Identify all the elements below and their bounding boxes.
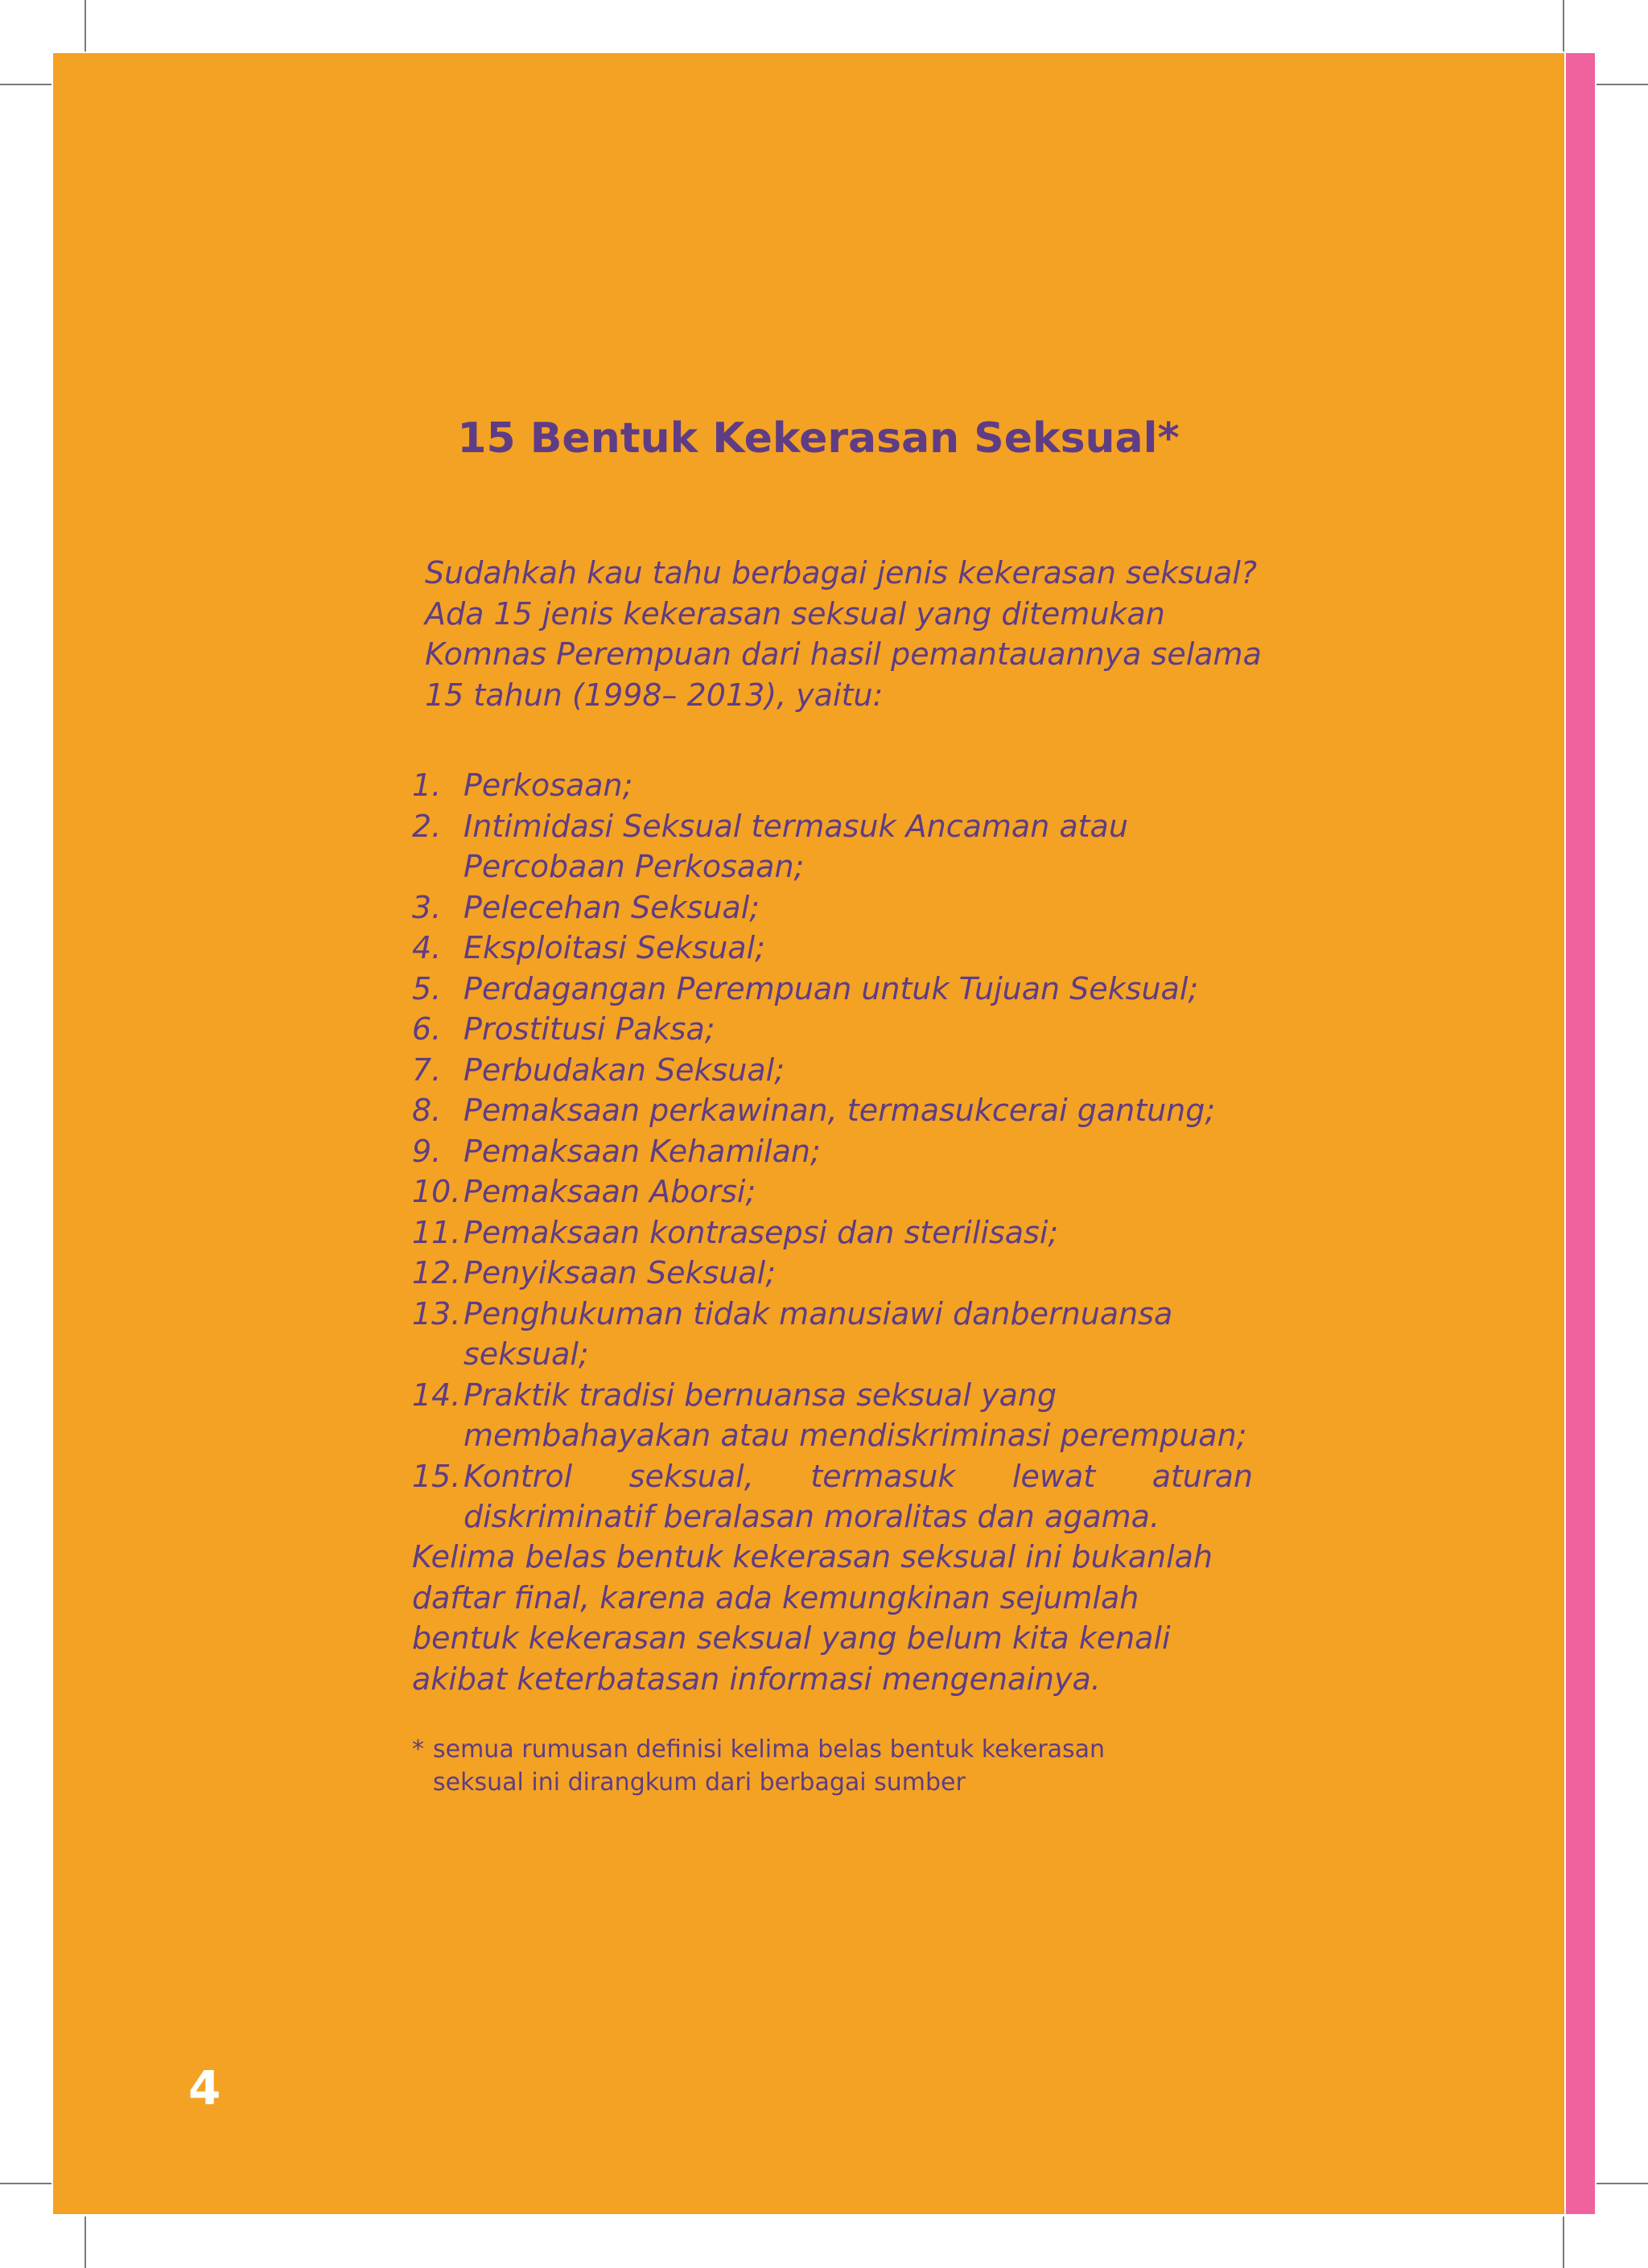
crop-mark bbox=[84, 0, 86, 51]
list-item bbox=[412, 1253, 1253, 1294]
footnote-text: semua rumusan definisi kelima belas bentuk kekerasan seksual ini dirangkum dari berbagai sumber bbox=[433, 1735, 1106, 1797]
list-item-text: Perkosaan; bbox=[464, 768, 633, 803]
crop-mark bbox=[0, 2183, 52, 2184]
list-item-number: 10. bbox=[412, 1174, 461, 1209]
list-item-text: Pelecehan Seksual; bbox=[464, 889, 760, 925]
list-item bbox=[412, 806, 1253, 887]
list-item-number: 2. bbox=[412, 808, 442, 844]
list-item-text: Eksploitasi Seksual; bbox=[464, 930, 765, 965]
accent-strip bbox=[1566, 53, 1595, 2214]
list-item-number: 1. bbox=[412, 768, 442, 803]
list-item-text: Pemaksaan Aborsi; bbox=[464, 1174, 756, 1209]
page-title: 15 Bentuk Kekerasan Seksual* bbox=[457, 414, 1180, 463]
list-item bbox=[412, 1171, 1253, 1212]
list-item-text: Pemaksaan kontrasepsi dan sterilisasi; bbox=[464, 1214, 1059, 1250]
list-item-text: Pemaksaan perkawinan, termasukcerai gantung; bbox=[464, 1093, 1216, 1128]
list-item-number: 3. bbox=[412, 889, 442, 925]
crop-mark bbox=[84, 2217, 86, 2268]
list-item bbox=[412, 1131, 1253, 1172]
list-item-number: 8. bbox=[412, 1093, 442, 1128]
list-item bbox=[412, 1050, 1253, 1091]
list-item-number: 11. bbox=[412, 1214, 461, 1250]
crop-mark bbox=[1596, 2183, 1648, 2184]
list-item bbox=[412, 1294, 1253, 1375]
list-item-text: Perbudakan Seksual; bbox=[464, 1052, 785, 1088]
list-item-text: Pemaksaan Kehamilan; bbox=[464, 1133, 821, 1169]
list-item-text: Perdagangan Perempuan untuk Tujuan Seksual; bbox=[464, 970, 1199, 1006]
list-item-text: Praktik tradisi bernuansa seksual yang membahayakan atau mendiskriminasi perempuan; bbox=[464, 1377, 1247, 1453]
list-item-number: 15. bbox=[412, 1458, 461, 1494]
closing-paragraph: Kelima belas bentuk kekerasan seksual ini bukanlah daftar final, karena ada kemungkinan sejumlah bentuk kekerasan seksual yang belum kita kenali akibat keterbatasan informasi mengenainya. bbox=[412, 1539, 1213, 1697]
footnote bbox=[412, 1733, 1136, 1799]
list-item-text: Penghukuman tidak manusiawi danbernuansa seksual; bbox=[464, 1295, 1173, 1372]
list-item-text: Prostitusi Paksa; bbox=[464, 1011, 715, 1047]
list-item-number: 12. bbox=[412, 1255, 461, 1290]
footnote-marker: * bbox=[412, 1735, 424, 1764]
list-item-text: Kontrol seksual, termasuk lewat aturan diskriminatif beralasan moralitas dan agama. bbox=[464, 1458, 1253, 1534]
list-item-number: 13. bbox=[412, 1295, 461, 1332]
list-item bbox=[412, 928, 1253, 969]
list-item-number: 7. bbox=[412, 1052, 442, 1088]
crop-mark bbox=[1596, 84, 1648, 85]
list-item-number: 14. bbox=[412, 1377, 461, 1413]
page-number: 4 bbox=[188, 2060, 221, 2115]
crop-mark bbox=[0, 84, 52, 85]
list-item bbox=[412, 1456, 1253, 1537]
forms-list bbox=[412, 765, 1253, 1537]
list-item bbox=[412, 1009, 1253, 1050]
list-item bbox=[412, 887, 1253, 928]
list-item bbox=[412, 1375, 1253, 1456]
list-item-number: 4. bbox=[412, 930, 442, 965]
crop-mark bbox=[1563, 0, 1564, 51]
list-item-number: 9. bbox=[412, 1133, 442, 1169]
list-item-number: 5. bbox=[412, 970, 442, 1006]
intro-paragraph: Sudahkah kau tahu berbagai jenis kekerasan seksual? Ada 15 jenis kekerasan seksual yang ditemukan Komnas Perempuan dari hasil pemantauannya selama 15 tahun (1998– 2013), yaitu: bbox=[425, 555, 1262, 713]
crop-mark bbox=[1563, 2217, 1564, 2268]
list-item bbox=[412, 1212, 1253, 1253]
list-item-text: Penyiksaan Seksual; bbox=[464, 1255, 776, 1290]
list-item bbox=[412, 1090, 1253, 1131]
list-item bbox=[412, 765, 1253, 806]
list-item bbox=[412, 969, 1253, 1010]
list-item-text: Intimidasi Seksual termasuk Ancaman atau Percobaan Perkosaan; bbox=[464, 808, 1128, 884]
list-item-number: 6. bbox=[412, 1011, 442, 1047]
